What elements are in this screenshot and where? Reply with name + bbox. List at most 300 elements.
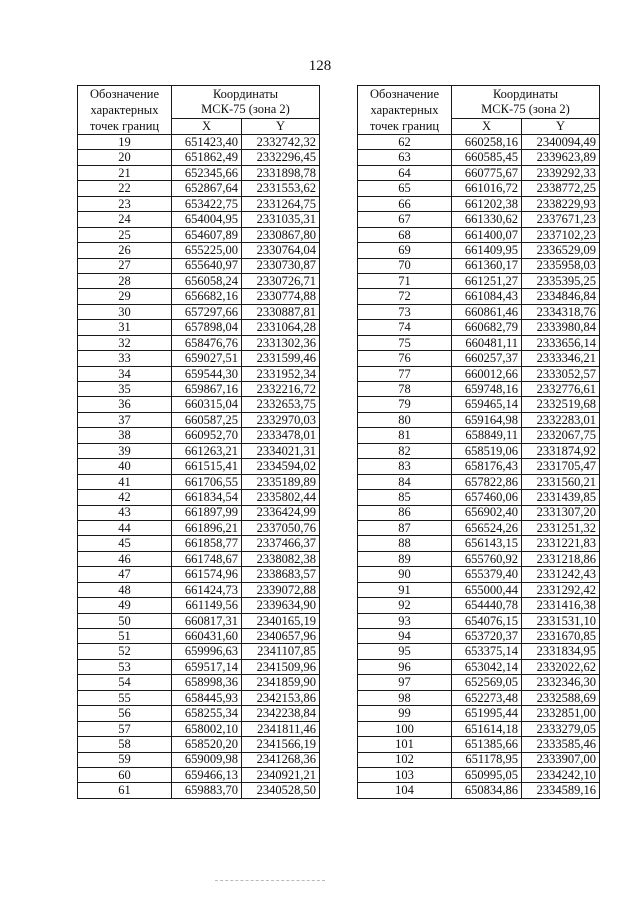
coord-y: 2335395,25 <box>522 273 600 288</box>
table-row <box>358 706 600 721</box>
table-row <box>78 737 320 752</box>
coord-y: 2332283,01 <box>522 412 600 427</box>
point-number: 29 <box>78 289 172 304</box>
table-row <box>78 675 320 690</box>
table-row <box>358 397 600 412</box>
table-row <box>78 196 320 211</box>
coord-y: 2330764,04 <box>242 243 320 258</box>
point-number: 78 <box>358 382 452 397</box>
coord-y: 2334318,76 <box>522 304 600 319</box>
point-number: 79 <box>358 397 452 412</box>
coord-y: 2339623,89 <box>522 150 600 165</box>
coord-x: 658519,06 <box>452 443 522 458</box>
coord-x: 652867,64 <box>172 181 242 196</box>
coord-x: 658445,93 <box>172 690 242 705</box>
coord-x: 660587,25 <box>172 412 242 427</box>
point-number: 58 <box>78 737 172 752</box>
table-row <box>358 243 600 258</box>
coord-y: 2340165,19 <box>242 613 320 628</box>
point-number: 40 <box>78 459 172 474</box>
table-row <box>358 721 600 736</box>
table-row <box>78 382 320 397</box>
table-row <box>78 412 320 427</box>
point-number: 56 <box>78 706 172 721</box>
coord-y: 2331242,43 <box>522 567 600 582</box>
coord-x: 660481,11 <box>452 335 522 350</box>
coord-y: 2331251,32 <box>522 520 600 535</box>
point-number: 84 <box>358 474 452 489</box>
table-row <box>78 258 320 273</box>
point-number: 98 <box>358 690 452 705</box>
coord-y: 2339634,90 <box>242 598 320 613</box>
point-number: 49 <box>78 598 172 613</box>
coord-x: 656682,16 <box>172 289 242 304</box>
coord-y: 2332216,72 <box>242 382 320 397</box>
table-row <box>78 582 320 597</box>
table-row <box>78 474 320 489</box>
table-row <box>78 320 320 335</box>
point-number: 65 <box>358 181 452 196</box>
table-row <box>78 505 320 520</box>
point-number: 75 <box>358 335 452 350</box>
coord-y: 2331898,78 <box>242 165 320 180</box>
point-number: 104 <box>358 783 452 798</box>
table-row <box>358 366 600 381</box>
table-row <box>78 536 320 551</box>
coord-y: 2334021,31 <box>242 443 320 458</box>
point-number: 41 <box>78 474 172 489</box>
table-row <box>358 227 600 242</box>
table-row <box>358 598 600 613</box>
table-row <box>358 412 600 427</box>
point-number: 57 <box>78 721 172 736</box>
point-number: 24 <box>78 212 172 227</box>
coord-y: 2331834,95 <box>522 644 600 659</box>
table-row <box>78 629 320 644</box>
table-row <box>358 181 600 196</box>
point-number: 90 <box>358 567 452 582</box>
point-number: 88 <box>358 536 452 551</box>
coord-x: 651614,18 <box>452 721 522 736</box>
point-number: 35 <box>78 382 172 397</box>
coord-x: 655379,40 <box>452 567 522 582</box>
coord-x: 652273,48 <box>452 690 522 705</box>
coord-y: 2332588,69 <box>522 690 600 705</box>
coord-x: 660775,67 <box>452 165 522 180</box>
header-designation: Обозначение характерных точек границ <box>358 86 452 135</box>
table-row <box>358 289 600 304</box>
table-row <box>358 443 600 458</box>
coord-x: 659164,98 <box>452 412 522 427</box>
table-row <box>78 644 320 659</box>
coord-x: 651862,49 <box>172 150 242 165</box>
coord-y: 2341509,96 <box>242 659 320 674</box>
point-number: 45 <box>78 536 172 551</box>
point-number: 87 <box>358 520 452 535</box>
table-row <box>358 505 600 520</box>
coord-y: 2335189,89 <box>242 474 320 489</box>
point-number: 73 <box>358 304 452 319</box>
table-row <box>358 675 600 690</box>
point-number: 85 <box>358 490 452 505</box>
point-number: 68 <box>358 227 452 242</box>
header-x: X <box>172 119 242 135</box>
table-row <box>358 613 600 628</box>
coord-x: 659996,63 <box>172 644 242 659</box>
coordinates-table-right <box>357 85 600 799</box>
coord-y: 2331531,10 <box>522 613 600 628</box>
table-row <box>78 351 320 366</box>
table-row <box>78 490 320 505</box>
coord-x: 658176,43 <box>452 459 522 474</box>
coord-x: 660952,70 <box>172 428 242 443</box>
coord-x: 657297,66 <box>172 304 242 319</box>
coord-x: 661400,07 <box>452 227 522 242</box>
point-number: 100 <box>358 721 452 736</box>
coord-y: 2341268,36 <box>242 752 320 767</box>
coord-x: 652345,66 <box>172 165 242 180</box>
coord-y: 2333478,01 <box>242 428 320 443</box>
table-row <box>358 150 600 165</box>
point-number: 71 <box>358 273 452 288</box>
table-row <box>358 351 600 366</box>
coord-x: 660585,45 <box>452 150 522 165</box>
point-number: 20 <box>78 150 172 165</box>
table-row <box>358 629 600 644</box>
coord-x: 661251,27 <box>452 273 522 288</box>
coord-x: 661897,99 <box>172 505 242 520</box>
coord-x: 659009,98 <box>172 752 242 767</box>
coord-y: 2331553,62 <box>242 181 320 196</box>
coord-x: 661896,21 <box>172 520 242 535</box>
table-row <box>78 551 320 566</box>
table-row <box>358 520 600 535</box>
coord-x: 660257,37 <box>452 351 522 366</box>
coord-y: 2331416,38 <box>522 598 600 613</box>
table-row <box>78 227 320 242</box>
coord-y: 2330867,80 <box>242 227 320 242</box>
point-number: 76 <box>358 351 452 366</box>
coord-x: 653720,37 <box>452 629 522 644</box>
table-row <box>358 382 600 397</box>
coord-x: 651995,44 <box>452 706 522 721</box>
coord-y: 2337671,23 <box>522 212 600 227</box>
coord-y: 2340657,96 <box>242 629 320 644</box>
table-row <box>78 366 320 381</box>
point-number: 91 <box>358 582 452 597</box>
table-row <box>358 320 600 335</box>
point-number: 59 <box>78 752 172 767</box>
table-row <box>78 243 320 258</box>
coord-y: 2340528,50 <box>242 783 320 798</box>
coord-y: 2330726,71 <box>242 273 320 288</box>
point-number: 48 <box>78 582 172 597</box>
point-number: 99 <box>358 706 452 721</box>
point-number: 54 <box>78 675 172 690</box>
scan-artifact-line <box>215 880 325 883</box>
point-number: 37 <box>78 412 172 427</box>
table-row <box>78 706 320 721</box>
coord-x: 658476,76 <box>172 335 242 350</box>
table-row <box>78 567 320 582</box>
coordinates-table-left <box>77 85 320 799</box>
coord-y: 2332519,68 <box>522 397 600 412</box>
point-number: 83 <box>358 459 452 474</box>
coord-y: 2336424,99 <box>242 505 320 520</box>
point-number: 94 <box>358 629 452 644</box>
table-row <box>78 165 320 180</box>
coord-y: 2331599,46 <box>242 351 320 366</box>
coord-x: 659466,13 <box>172 767 242 782</box>
coord-x: 652569,05 <box>452 675 522 690</box>
coord-y: 2339072,88 <box>242 582 320 597</box>
point-number: 38 <box>78 428 172 443</box>
coord-y: 2331264,75 <box>242 196 320 211</box>
table-row <box>358 304 600 319</box>
coord-x: 658520,20 <box>172 737 242 752</box>
table-row <box>78 443 320 458</box>
header-designation: Обозначение характерных точек границ <box>78 86 172 135</box>
coord-x: 657822,86 <box>452 474 522 489</box>
table-row <box>358 212 600 227</box>
point-number: 74 <box>358 320 452 335</box>
coord-x: 654004,95 <box>172 212 242 227</box>
point-number: 36 <box>78 397 172 412</box>
point-number: 46 <box>78 551 172 566</box>
table-row <box>358 582 600 597</box>
table-row <box>78 428 320 443</box>
point-number: 60 <box>78 767 172 782</box>
coord-y: 2334846,84 <box>522 289 600 304</box>
table-row <box>78 459 320 474</box>
table-row <box>78 520 320 535</box>
coord-y: 2331218,86 <box>522 551 600 566</box>
point-number: 67 <box>358 212 452 227</box>
coord-x: 661574,96 <box>172 567 242 582</box>
coord-y: 2331035,31 <box>242 212 320 227</box>
coord-x: 658255,34 <box>172 706 242 721</box>
point-number: 102 <box>358 752 452 767</box>
coord-y: 2334594,02 <box>242 459 320 474</box>
coord-x: 655760,92 <box>452 551 522 566</box>
table-row <box>78 304 320 319</box>
coord-x: 655640,97 <box>172 258 242 273</box>
point-number: 101 <box>358 737 452 752</box>
coord-x: 661016,72 <box>452 181 522 196</box>
table-row <box>358 165 600 180</box>
table-row <box>358 659 600 674</box>
point-number: 22 <box>78 181 172 196</box>
coord-y: 2332346,30 <box>522 675 600 690</box>
coord-x: 661834,54 <box>172 490 242 505</box>
coord-x: 655225,00 <box>172 243 242 258</box>
table-row <box>358 567 600 582</box>
point-number: 89 <box>358 551 452 566</box>
coord-x: 651423,40 <box>172 135 242 150</box>
point-number: 51 <box>78 629 172 644</box>
coord-x: 661263,21 <box>172 443 242 458</box>
coord-y: 2333980,84 <box>522 320 600 335</box>
coord-y: 2331307,20 <box>522 505 600 520</box>
point-number: 42 <box>78 490 172 505</box>
coord-y: 2330887,81 <box>242 304 320 319</box>
table-row <box>78 690 320 705</box>
table-row <box>358 767 600 782</box>
table-row <box>358 474 600 489</box>
coord-x: 658849,11 <box>452 428 522 443</box>
point-number: 61 <box>78 783 172 798</box>
coord-y: 2341566,19 <box>242 737 320 752</box>
point-number: 31 <box>78 320 172 335</box>
table-row <box>358 196 600 211</box>
table-row <box>358 536 600 551</box>
point-number: 32 <box>78 335 172 350</box>
coord-x: 661149,56 <box>172 598 242 613</box>
coord-x: 661424,73 <box>172 582 242 597</box>
coord-y: 2333052,57 <box>522 366 600 381</box>
coord-x: 659883,70 <box>172 783 242 798</box>
coord-y: 2340921,21 <box>242 767 320 782</box>
coord-x: 653422,75 <box>172 196 242 211</box>
coord-x: 661706,55 <box>172 474 242 489</box>
coord-x: 661515,41 <box>172 459 242 474</box>
coord-x: 653375,14 <box>452 644 522 659</box>
coord-x: 654607,89 <box>172 227 242 242</box>
header-y: Y <box>522 119 600 135</box>
coord-x: 660431,60 <box>172 629 242 644</box>
point-number: 63 <box>358 150 452 165</box>
coord-y: 2338772,25 <box>522 181 600 196</box>
table-row <box>358 737 600 752</box>
point-number: 19 <box>78 135 172 150</box>
coord-y: 2338683,57 <box>242 567 320 582</box>
coord-x: 661084,43 <box>452 289 522 304</box>
header-x: X <box>452 119 522 135</box>
header-y: Y <box>242 119 320 135</box>
coord-y: 2332776,61 <box>522 382 600 397</box>
coord-y: 2332022,62 <box>522 659 600 674</box>
coord-x: 650995,05 <box>452 767 522 782</box>
coord-x: 659867,16 <box>172 382 242 397</box>
coord-y: 2337466,37 <box>242 536 320 551</box>
point-number: 69 <box>358 243 452 258</box>
coord-y: 2331952,34 <box>242 366 320 381</box>
coord-y: 2341859,90 <box>242 675 320 690</box>
coord-y: 2336529,09 <box>522 243 600 258</box>
coord-y: 2331705,47 <box>522 459 600 474</box>
point-number: 25 <box>78 227 172 242</box>
table-row <box>358 428 600 443</box>
coord-x: 661330,62 <box>452 212 522 227</box>
table-row <box>78 598 320 613</box>
point-number: 95 <box>358 644 452 659</box>
point-number: 28 <box>78 273 172 288</box>
table-row <box>78 335 320 350</box>
table-row <box>358 273 600 288</box>
table-row <box>78 783 320 798</box>
coord-y: 2332742,32 <box>242 135 320 150</box>
point-number: 44 <box>78 520 172 535</box>
coord-y: 2342153,86 <box>242 690 320 705</box>
point-number: 81 <box>358 428 452 443</box>
table-row <box>78 273 320 288</box>
point-number: 30 <box>78 304 172 319</box>
coord-x: 657898,04 <box>172 320 242 335</box>
table-row <box>78 721 320 736</box>
point-number: 80 <box>358 412 452 427</box>
coord-y: 2333907,00 <box>522 752 600 767</box>
coord-y: 2331302,36 <box>242 335 320 350</box>
coord-x: 651385,66 <box>452 737 522 752</box>
table-row <box>78 212 320 227</box>
coord-y: 2335958,03 <box>522 258 600 273</box>
coord-x: 656143,15 <box>452 536 522 551</box>
point-number: 27 <box>78 258 172 273</box>
coord-x: 660315,04 <box>172 397 242 412</box>
coord-y: 2339292,33 <box>522 165 600 180</box>
table-row <box>358 335 600 350</box>
coord-y: 2333279,05 <box>522 721 600 736</box>
coord-y: 2333346,21 <box>522 351 600 366</box>
point-number: 33 <box>78 351 172 366</box>
coord-x: 654076,15 <box>452 613 522 628</box>
header-coordinates: Координаты МСК-75 (зона 2) <box>452 86 600 119</box>
point-number: 103 <box>358 767 452 782</box>
coord-y: 2332067,75 <box>522 428 600 443</box>
point-number: 53 <box>78 659 172 674</box>
coord-x: 651178,95 <box>452 752 522 767</box>
coord-y: 2341811,46 <box>242 721 320 736</box>
coord-y: 2331560,21 <box>522 474 600 489</box>
coord-x: 661409,95 <box>452 243 522 258</box>
point-number: 34 <box>78 366 172 381</box>
coord-y: 2331221,83 <box>522 536 600 551</box>
point-number: 39 <box>78 443 172 458</box>
point-number: 26 <box>78 243 172 258</box>
coord-y: 2331292,42 <box>522 582 600 597</box>
coord-x: 657460,06 <box>452 490 522 505</box>
table-row <box>358 490 600 505</box>
point-number: 93 <box>358 613 452 628</box>
point-number: 47 <box>78 567 172 582</box>
coord-x: 654440,78 <box>452 598 522 613</box>
coord-y: 2331670,85 <box>522 629 600 644</box>
coord-x: 661748,67 <box>172 551 242 566</box>
coord-x: 660012,66 <box>452 366 522 381</box>
coord-x: 659027,51 <box>172 351 242 366</box>
table-row <box>358 135 600 150</box>
point-number: 97 <box>358 675 452 690</box>
point-number: 70 <box>358 258 452 273</box>
point-number: 82 <box>358 443 452 458</box>
coord-x: 659465,14 <box>452 397 522 412</box>
coord-y: 2341107,85 <box>242 644 320 659</box>
table-row <box>78 613 320 628</box>
coord-y: 2335802,44 <box>242 490 320 505</box>
table-row <box>358 644 600 659</box>
coord-y: 2330730,87 <box>242 258 320 273</box>
coord-x: 661202,38 <box>452 196 522 211</box>
coord-x: 660258,16 <box>452 135 522 150</box>
coord-y: 2331439,85 <box>522 490 600 505</box>
table-row <box>78 181 320 196</box>
coord-y: 2334242,10 <box>522 767 600 782</box>
coord-x: 656902,40 <box>452 505 522 520</box>
coord-y: 2334589,16 <box>522 783 600 798</box>
table-row <box>78 397 320 412</box>
point-number: 77 <box>358 366 452 381</box>
table-row <box>78 135 320 150</box>
